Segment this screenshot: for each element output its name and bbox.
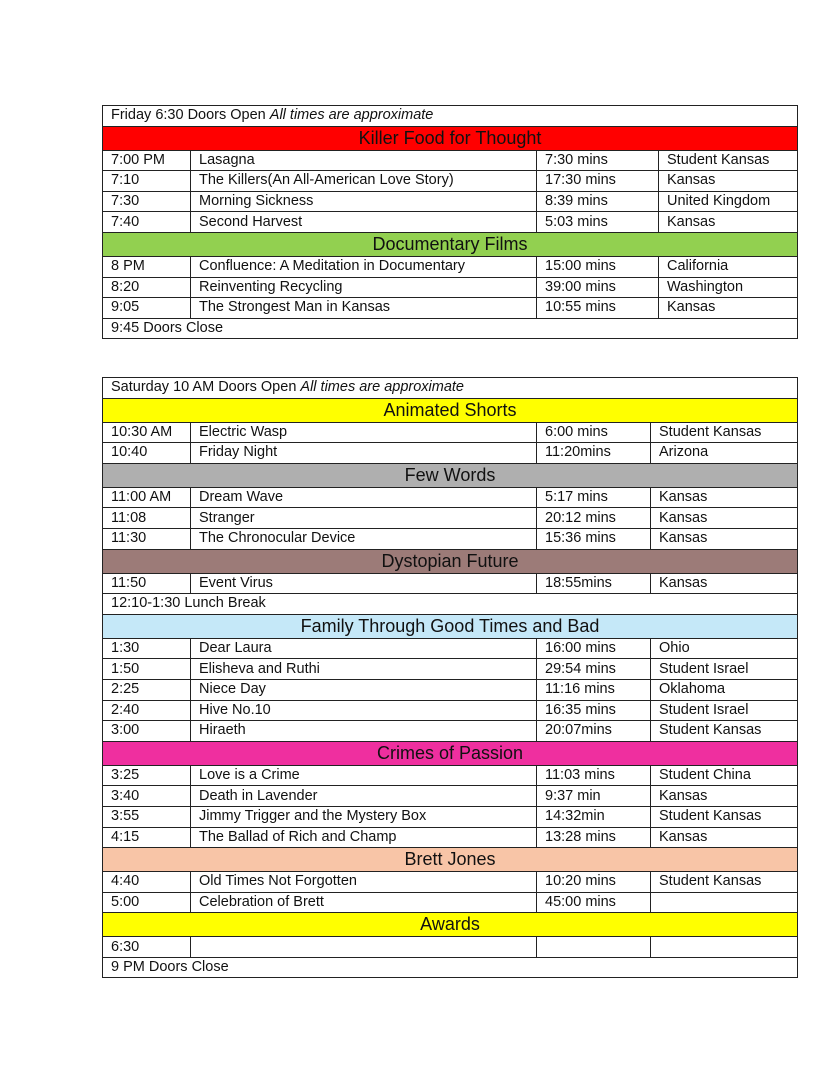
origin-cell — [651, 937, 798, 958]
origin-cell: Ohio — [651, 638, 798, 659]
friday-header-row — [103, 106, 798, 127]
film-title-cell: Dream Wave — [191, 487, 537, 508]
break-note-row — [103, 594, 798, 615]
doors-close-note-row — [103, 318, 798, 339]
duration-cell: 9:37 min — [537, 786, 651, 807]
origin-cell: Student Kansas — [651, 721, 798, 742]
film-row — [103, 573, 798, 594]
time-cell: 2:25 — [103, 679, 191, 700]
time-cell: 11:08 — [103, 508, 191, 529]
film-row — [103, 700, 798, 721]
film-row — [103, 827, 798, 848]
time-cell: 3:00 — [103, 721, 191, 742]
film-row — [103, 487, 798, 508]
origin-cell: Student Israel — [651, 700, 798, 721]
duration-cell: 17:30 mins — [537, 171, 659, 192]
time-cell: 9:05 — [103, 298, 191, 319]
film-row — [103, 191, 798, 212]
section-title: Awards — [103, 913, 798, 937]
film-title-cell: The Ballad of Rich and Champ — [191, 827, 537, 848]
film-title-cell: Reinventing Recycling — [191, 277, 537, 298]
time-cell: 3:25 — [103, 765, 191, 786]
approximate-times-note: All times are approximate — [300, 379, 464, 396]
film-row — [103, 937, 798, 958]
origin-cell: Kansas — [659, 212, 798, 233]
film-title-cell: Death in Lavender — [191, 786, 537, 807]
film-row — [103, 765, 798, 786]
film-row — [103, 298, 798, 319]
saturday-schedule-table — [102, 377, 798, 978]
film-title-cell: Old Times Not Forgotten — [191, 872, 537, 893]
saturday-header-cell — [103, 378, 798, 399]
duration-cell: 5:03 mins — [537, 212, 659, 233]
section-header-row — [103, 463, 798, 487]
origin-cell: Kansas — [651, 528, 798, 549]
duration-cell: 13:28 mins — [537, 827, 651, 848]
section-title: Family Through Good Times and Bad — [103, 614, 798, 638]
time-cell: 5:00 — [103, 892, 191, 913]
film-title-cell: Celebration of Brett — [191, 892, 537, 913]
section-header-row — [103, 913, 798, 937]
film-row — [103, 679, 798, 700]
time-cell: 10:30 AM — [103, 422, 191, 443]
film-row — [103, 171, 798, 192]
film-row — [103, 892, 798, 913]
origin-cell: Kansas — [651, 786, 798, 807]
film-row — [103, 659, 798, 680]
duration-cell: 45:00 mins — [537, 892, 651, 913]
time-cell: 4:15 — [103, 827, 191, 848]
duration-cell: 10:55 mins — [537, 298, 659, 319]
doors-open-text: Friday 6:30 Doors Open — [111, 107, 270, 124]
section-header-row — [103, 232, 798, 256]
duration-cell: 10:20 mins — [537, 872, 651, 893]
origin-cell: Student Kansas — [651, 806, 798, 827]
time-cell: 1:50 — [103, 659, 191, 680]
origin-cell: Arizona — [651, 443, 798, 464]
film-row — [103, 638, 798, 659]
doors-open-text: Saturday 10 AM Doors Open — [111, 379, 301, 396]
duration-cell: 16:35 mins — [537, 700, 651, 721]
film-title-cell: The Chronocular Device — [191, 528, 537, 549]
duration-cell — [537, 937, 651, 958]
time-cell: 3:55 — [103, 806, 191, 827]
film-title-cell: Dear Laura — [191, 638, 537, 659]
film-title-cell: Event Virus — [191, 573, 537, 594]
time-cell: 3:40 — [103, 786, 191, 807]
time-cell: 7:00 PM — [103, 150, 191, 171]
time-cell: 11:00 AM — [103, 487, 191, 508]
film-title-cell: Confluence: A Meditation in Documentary — [191, 256, 537, 277]
duration-cell: 15:00 mins — [537, 256, 659, 277]
origin-cell: Kansas — [651, 508, 798, 529]
film-title-cell: Niece Day — [191, 679, 537, 700]
time-cell: 1:30 — [103, 638, 191, 659]
friday-header-cell — [103, 106, 798, 127]
origin-cell: Washington — [659, 277, 798, 298]
origin-cell: Oklahoma — [651, 679, 798, 700]
film-title-cell: Lasagna — [191, 150, 537, 171]
section-title: Dystopian Future — [103, 549, 798, 573]
approximate-times-note: All times are approximate — [269, 107, 434, 124]
time-cell: 7:10 — [103, 171, 191, 192]
doors-close-note-row — [103, 957, 798, 978]
film-title-cell: The Strongest Man in Kansas — [191, 298, 537, 319]
film-row — [103, 443, 798, 464]
duration-cell: 11:03 mins — [537, 765, 651, 786]
time-cell: 11:50 — [103, 573, 191, 594]
film-row — [103, 806, 798, 827]
film-title-cell: Stranger — [191, 508, 537, 529]
origin-cell: United Kingdom — [659, 191, 798, 212]
duration-cell: 8:39 mins — [537, 191, 659, 212]
origin-cell — [651, 892, 798, 913]
film-row — [103, 277, 798, 298]
film-row — [103, 528, 798, 549]
film-title-cell: Morning Sickness — [191, 191, 537, 212]
film-title-cell: Love is a Crime — [191, 765, 537, 786]
section-title: Few Words — [103, 463, 798, 487]
duration-cell: 16:00 mins — [537, 638, 651, 659]
film-title-cell: Electric Wasp — [191, 422, 537, 443]
duration-cell: 11:16 mins — [537, 679, 651, 700]
origin-cell: Student Kansas — [651, 422, 798, 443]
origin-cell: Student China — [651, 765, 798, 786]
section-title: Killer Food for Thought — [103, 126, 798, 150]
origin-cell: Student Kansas — [651, 872, 798, 893]
origin-cell: Kansas — [651, 487, 798, 508]
time-cell: 8:20 — [103, 277, 191, 298]
film-row — [103, 786, 798, 807]
section-title: Brett Jones — [103, 848, 798, 872]
origin-cell: Kansas — [651, 573, 798, 594]
film-row — [103, 721, 798, 742]
time-cell: 7:40 — [103, 212, 191, 233]
duration-cell: 39:00 mins — [537, 277, 659, 298]
duration-cell: 18:55mins — [537, 573, 651, 594]
film-row — [103, 150, 798, 171]
duration-cell: 6:00 mins — [537, 422, 651, 443]
duration-cell: 20:12 mins — [537, 508, 651, 529]
section-header-row — [103, 741, 798, 765]
section-header-row — [103, 614, 798, 638]
duration-cell: 5:17 mins — [537, 487, 651, 508]
duration-cell: 14:32min — [537, 806, 651, 827]
friday-schedule-table — [102, 105, 798, 339]
film-row — [103, 508, 798, 529]
origin-cell: Kansas — [651, 827, 798, 848]
time-cell: 6:30 — [103, 937, 191, 958]
film-title-cell — [191, 937, 537, 958]
time-cell: 7:30 — [103, 191, 191, 212]
duration-cell: 11:20mins — [537, 443, 651, 464]
film-row — [103, 422, 798, 443]
time-cell: 8 PM — [103, 256, 191, 277]
film-title-cell: Second Harvest — [191, 212, 537, 233]
origin-cell: Kansas — [659, 171, 798, 192]
section-header-row — [103, 398, 798, 422]
film-row — [103, 212, 798, 233]
origin-cell: Student Kansas — [659, 150, 798, 171]
time-cell: 4:40 — [103, 872, 191, 893]
origin-cell: Student Israel — [651, 659, 798, 680]
break-note: 12:10-1:30 Lunch Break — [103, 594, 798, 615]
film-title-cell: Jimmy Trigger and the Mystery Box — [191, 806, 537, 827]
time-cell: 2:40 — [103, 700, 191, 721]
duration-cell: 29:54 mins — [537, 659, 651, 680]
section-title: Crimes of Passion — [103, 741, 798, 765]
section-header-row — [103, 126, 798, 150]
duration-cell: 7:30 mins — [537, 150, 659, 171]
section-title: Animated Shorts — [103, 398, 798, 422]
film-title-cell: Hiraeth — [191, 721, 537, 742]
origin-cell: Kansas — [659, 298, 798, 319]
film-row — [103, 872, 798, 893]
origin-cell: California — [659, 256, 798, 277]
film-title-cell: Friday Night — [191, 443, 537, 464]
film-row — [103, 256, 798, 277]
section-header-row — [103, 549, 798, 573]
film-title-cell: Elisheva and Ruthi — [191, 659, 537, 680]
film-title-cell: The Killers(An All-American Love Story) — [191, 171, 537, 192]
time-cell: 10:40 — [103, 443, 191, 464]
saturday-header-row — [103, 378, 798, 399]
section-header-row — [103, 848, 798, 872]
time-cell: 11:30 — [103, 528, 191, 549]
duration-cell: 20:07mins — [537, 721, 651, 742]
duration-cell: 15:36 mins — [537, 528, 651, 549]
film-title-cell: Hive No.10 — [191, 700, 537, 721]
doors-close-note: 9:45 Doors Close — [103, 318, 798, 339]
doors-close-note: 9 PM Doors Close — [103, 957, 798, 978]
section-title: Documentary Films — [103, 232, 798, 256]
